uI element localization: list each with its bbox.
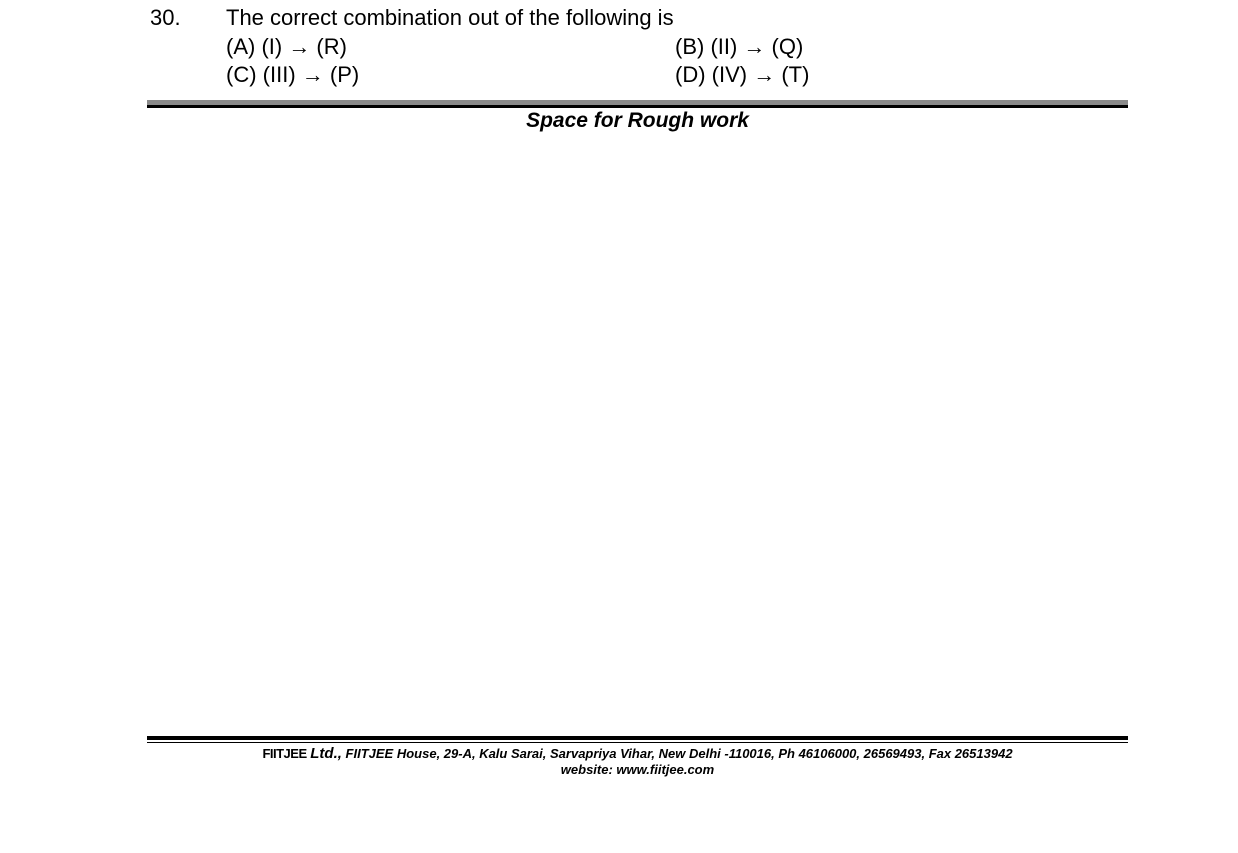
page-footer: [147, 746, 1128, 777]
footer-divider-thick: [147, 736, 1128, 740]
option-c: (C) (III) → (P): [226, 62, 360, 87]
option-a: (A) (I) → (R): [226, 34, 347, 59]
footer-address: FIITJEE House, 29-A, Kalu Sarai, Sarvapriya Vihar, New Delhi -110016, Ph 46106000, 26569493, Fax 26513942: [345, 746, 1013, 761]
option-b: (B) (II) → (Q): [675, 34, 804, 59]
option-d: (D) (IV) → (T): [675, 62, 810, 87]
top-divider: [147, 100, 1128, 108]
footer-brand: FIITJEE: [262, 746, 307, 761]
question-number: 30.: [150, 5, 181, 30]
footer-divider: [147, 736, 1128, 743]
question-text: The correct combination out of the following is: [226, 5, 674, 30]
footer-website: website: www.fiitjee.com: [560, 762, 715, 777]
rough-work-title: Space for Rough work: [526, 109, 749, 132]
footer-divider-thin: [147, 742, 1128, 743]
footer-ltd: Ltd.,: [310, 745, 342, 762]
